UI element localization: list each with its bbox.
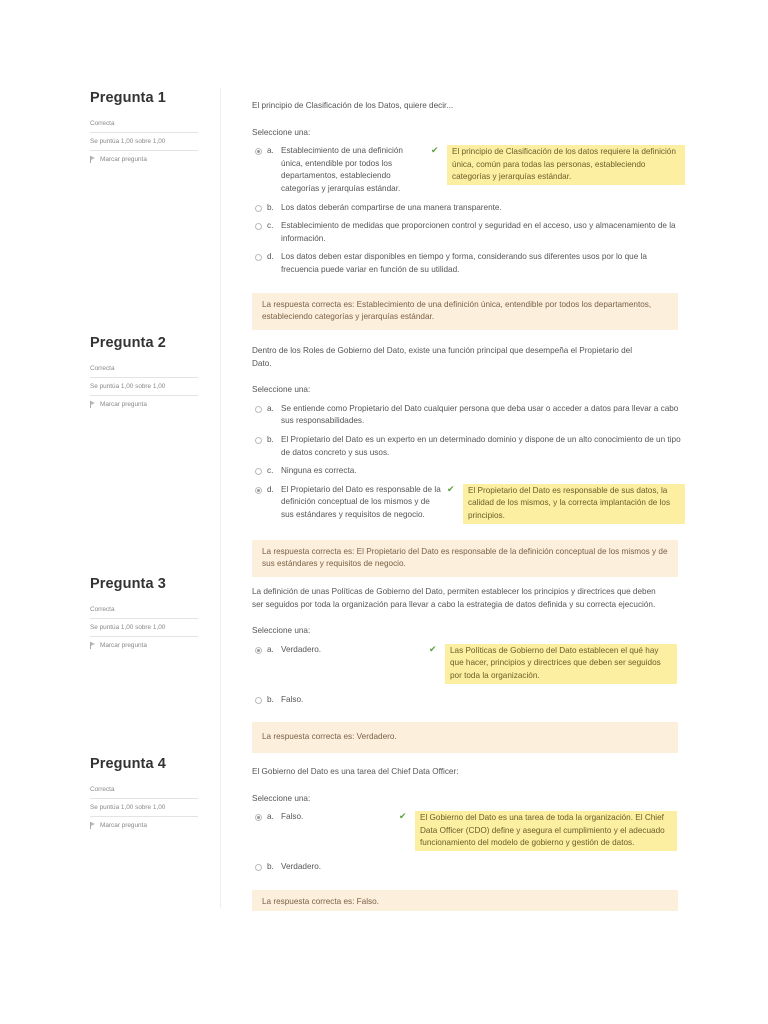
question-text: El principio de Clasificación de los Datos, quiere decir... (252, 101, 454, 110)
flag-icon (90, 401, 96, 408)
radio-button[interactable] (255, 254, 262, 261)
question-content (252, 586, 678, 753)
option-c[interactable] (252, 220, 678, 245)
radio-button[interactable] (255, 864, 262, 871)
question-info (90, 90, 198, 163)
radio-button[interactable] (255, 468, 262, 475)
option-text: Falso. (281, 812, 304, 822)
option-text: Se entiende como Propietario del Dato cualquier persona que deba usar o acceder a datos para llevar a cabo sus responsabilidades. (281, 403, 679, 426)
select-label: Seleccione una: (252, 127, 311, 137)
option-letter: a. (267, 812, 274, 822)
option-text: Falso. (281, 694, 304, 704)
question-state: Correcta (90, 786, 198, 799)
radio-button[interactable] (255, 697, 262, 704)
flag-icon (90, 642, 96, 649)
flag-label: Marcar pregunta (100, 642, 147, 649)
question-state: Correcta (90, 365, 198, 378)
option-a[interactable] (252, 811, 678, 851)
option-b[interactable] (252, 861, 678, 874)
select-label: Seleccione una: (252, 385, 311, 395)
flag-question-link[interactable] (90, 642, 198, 649)
option-a[interactable] (252, 644, 678, 684)
option-feedback: El Gobierno del Dato es una tarea de toda la organización. El Chief Data Officer (CDO) define y asegura el cumplimiento y el adecuado funcionamiento del modelo de gobierno y gestión de datos. (415, 811, 677, 851)
option-b[interactable] (252, 202, 678, 215)
option-a[interactable] (252, 403, 678, 428)
column-divider (220, 88, 221, 908)
option-c[interactable] (252, 465, 678, 478)
correct-answer: La respuesta correcta es: Establecimiento de una definición única, entendible por todos los departamentos, estableciendo categorías y jerarquías estándar. (252, 293, 678, 330)
option-text: Ninguna es correcta. (281, 466, 357, 476)
check-icon: ✔ (399, 811, 407, 822)
question-score: Se puntúa 1,00 sobre 1,00 (90, 804, 198, 817)
radio-button[interactable] (255, 148, 262, 155)
flag-icon (90, 156, 96, 163)
question-state: Correcta (90, 120, 198, 133)
correct-answer: La respuesta correcta es: Falso. (252, 890, 678, 912)
option-d[interactable] (252, 251, 678, 276)
option-text: Verdadero. (281, 644, 322, 654)
question-state: Correcta (90, 606, 198, 619)
flag-label: Marcar pregunta (100, 156, 147, 163)
select-label: Seleccione una: (252, 793, 311, 803)
correct-answer: La respuesta correcta es: Verdadero. (252, 722, 678, 753)
option-text: Los datos deben estar disponibles en tiempo y forma, considerando sus diferentes usos por lo que la frecuencia puede variar en función de su utilidad. (281, 252, 647, 274)
question-score: Se puntúa 1,00 sobre 1,00 (90, 624, 198, 637)
option-letter: a. (267, 403, 274, 413)
option-letter: a. (267, 146, 274, 156)
check-icon: ✔ (447, 483, 455, 494)
radio-button[interactable] (255, 814, 262, 821)
option-feedback: Las Políticas de Gobierno del Dato establecen el qué hay que hacer, principios y directrices que deben ser seguidos por toda la organización. (445, 644, 677, 684)
question-info (90, 576, 198, 649)
option-text: Verdadero. (281, 861, 322, 871)
question-score: Se puntúa 1,00 sobre 1,00 (90, 138, 198, 151)
select-label: Seleccione una: (252, 626, 311, 636)
question-text: El Gobierno del Dato es una tarea del Chief Data Officer: (252, 767, 459, 776)
question-content (252, 766, 678, 911)
option-feedback: El Propietario del Dato es responsable de sus datos, la calidad de los mismos, y la correcta implantación de los principios. (463, 484, 685, 524)
radio-button[interactable] (255, 223, 262, 230)
option-text: El Propietario del Dato es responsable de la definición conceptual de los mismos y de sus estándares y requisitos de negocio. (281, 484, 441, 519)
option-letter: b. (267, 861, 274, 871)
option-b[interactable] (252, 694, 678, 707)
correct-answer: La respuesta correcta es: El Propietario del Dato es responsable de la definición conceptual de los mismos y de sus estándares y requisitos de negocio. (252, 540, 678, 577)
option-b[interactable] (252, 434, 681, 459)
flag-icon (90, 822, 96, 829)
radio-button[interactable] (255, 205, 262, 212)
flag-question-link[interactable] (90, 401, 198, 408)
question-title: Pregunta 1 (90, 90, 166, 106)
radio-button[interactable] (255, 647, 262, 654)
flag-label: Marcar pregunta (100, 822, 147, 829)
flag-question-link[interactable] (90, 822, 198, 829)
check-icon: ✔ (429, 643, 437, 654)
radio-button[interactable] (255, 487, 262, 494)
option-letter: b. (267, 694, 274, 704)
question-title: Pregunta 3 (90, 576, 166, 592)
option-text: Los datos deberán compartirse de una manera transparente. (281, 202, 502, 212)
option-d[interactable] (252, 484, 678, 524)
radio-button[interactable] (255, 437, 262, 444)
question-text: La definición de unas Políticas de Gobierno del Dato, permiten establecer los principios y directrices que deben ser seguidos por toda la organización para llevar a cabo la estrategia de datos definida y su correcta ejecución. (252, 587, 656, 609)
question-content (252, 100, 678, 330)
option-text: Establecimiento de una definición única, entendible por todos los departamentos, estableciendo categorías y jerarquías estándar. (281, 146, 403, 193)
option-letter: b. (267, 434, 274, 444)
option-letter: d. (267, 252, 274, 262)
option-text: El Propietario del Dato es un experto en un determinado dominio y dispone de un alto conocimiento de un tipo de datos concreto y sus usos. (281, 434, 681, 457)
option-a[interactable] (252, 145, 678, 195)
question-title: Pregunta 2 (90, 335, 166, 351)
option-text: Establecimiento de medidas que proporcionen control y seguridad en el acceso, uso y almacenamiento de la información. (281, 221, 676, 243)
question-score: Se puntúa 1,00 sobre 1,00 (90, 383, 198, 396)
question-title: Pregunta 4 (90, 756, 166, 772)
question-info (90, 335, 198, 408)
option-feedback: El principio de Clasificación de los datos requiere la definición única, común para todas las personas, estableciendo categorías y jerarquías estándar. (447, 145, 685, 185)
question-content (252, 345, 681, 577)
option-letter: d. (267, 484, 274, 494)
flag-question-link[interactable] (90, 156, 198, 163)
option-letter: c. (267, 221, 274, 231)
option-letter: a. (267, 644, 274, 654)
option-letter: b. (267, 202, 274, 212)
question-text: Dentro de los Roles de Gobierno del Dato, existe una función principal que desempeña el Propietario del Dato. (252, 346, 633, 368)
radio-button[interactable] (255, 406, 262, 413)
question-info (90, 756, 198, 829)
option-letter: c. (267, 466, 274, 476)
flag-label: Marcar pregunta (100, 401, 147, 408)
check-icon: ✔ (431, 145, 439, 156)
